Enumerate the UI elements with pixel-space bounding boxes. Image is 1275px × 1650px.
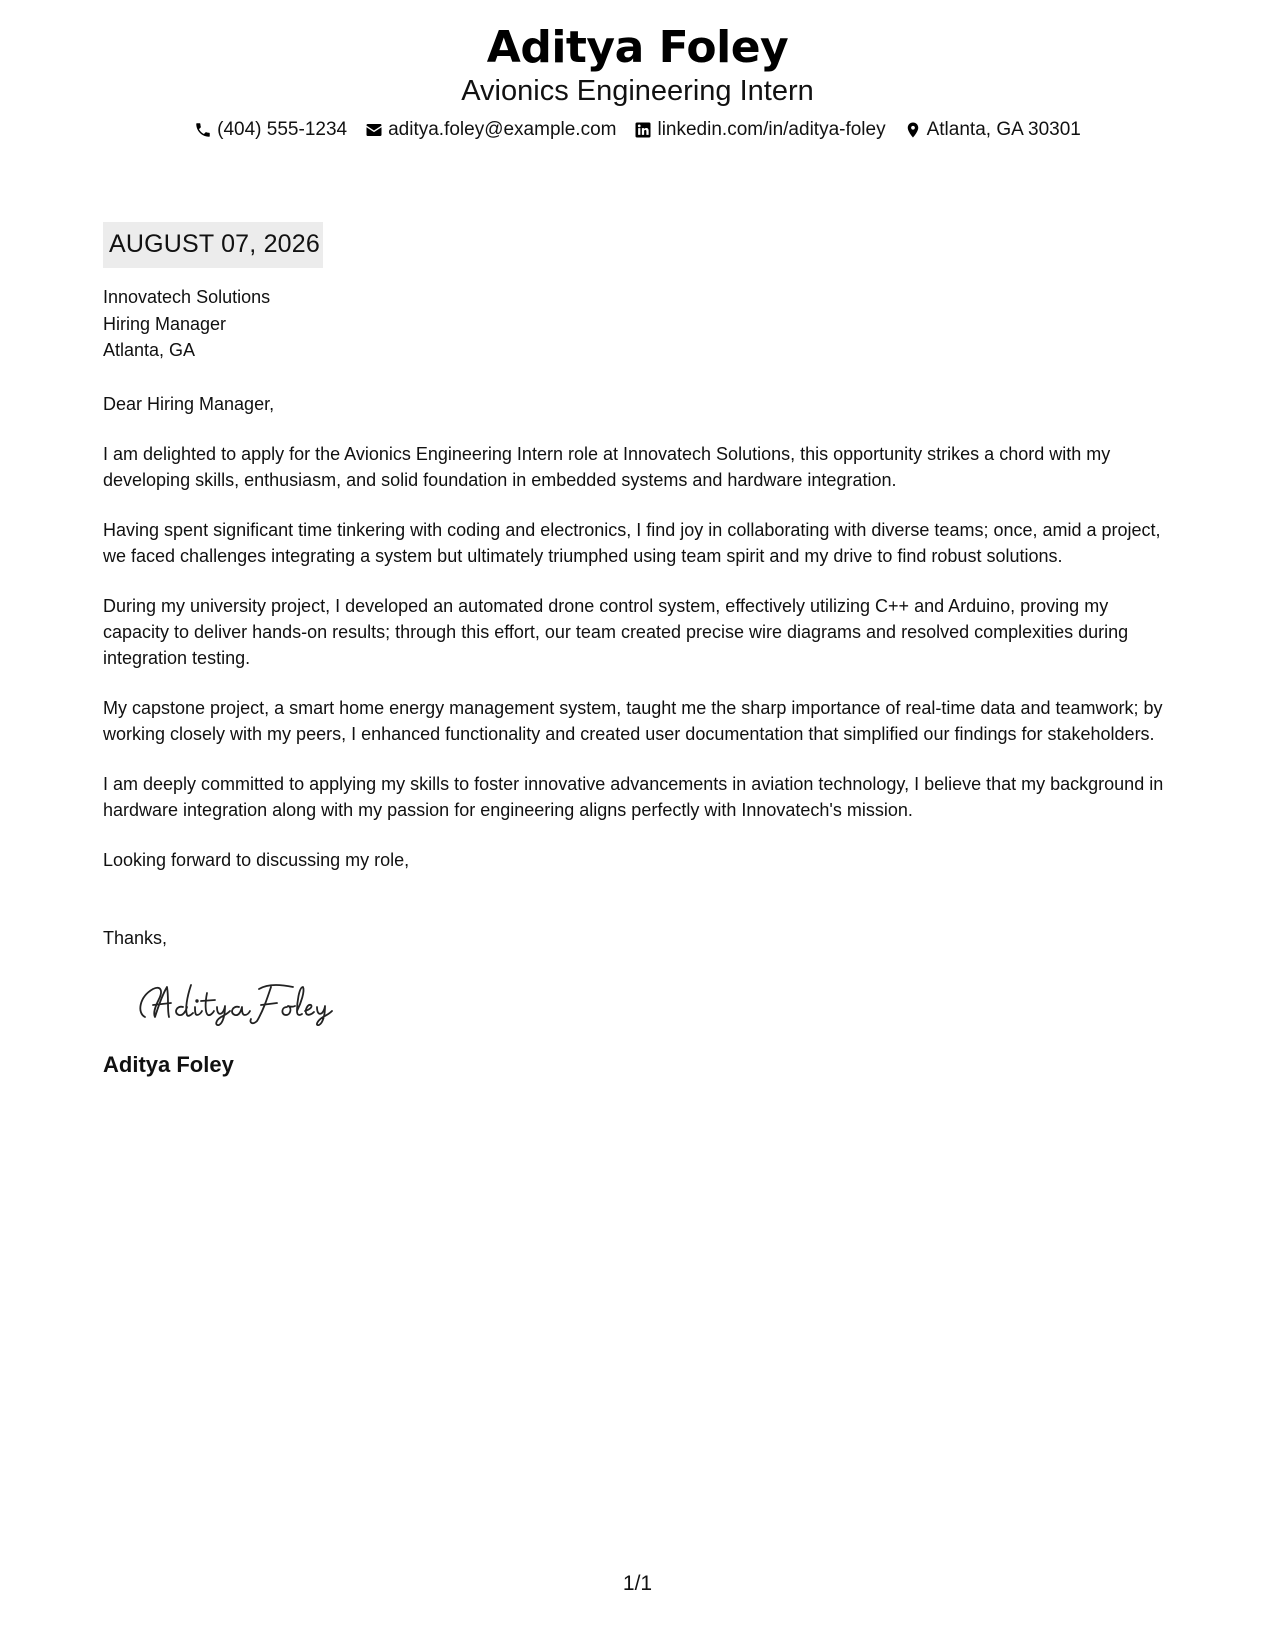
page-number: 1/1 bbox=[622, 1572, 653, 1595]
body-paragraph: I am delighted to apply for the Avionics Engineering Intern role at Innovatech Solutions, this opportunity strikes a chord with my developing skills, enthusiasm, and solid foundation in embedded systems and hardware integration. bbox=[103, 443, 1111, 490]
body-paragraph: Having spent significant time tinkering with coding and electronics, I find joy in collaborating with diverse teams; once, amid a project, we faced challenges integrating a system but ultimately triumphed using team spirit and my drive to find robust solutions. bbox=[103, 519, 1161, 566]
envelope-icon bbox=[365, 121, 383, 139]
map-pin-icon bbox=[904, 121, 922, 139]
applicant-role: Avionics Engineering Intern bbox=[461, 75, 814, 107]
recipient-block bbox=[103, 284, 1173, 364]
letter-body bbox=[103, 222, 1173, 1079]
signer-name: Aditya Foley bbox=[103, 1051, 234, 1077]
contact-linkedin[interactable] bbox=[634, 118, 885, 142]
linkedin-icon bbox=[634, 121, 652, 139]
contact-bar bbox=[0, 118, 1275, 142]
linkedin-text: linkedin.com/in/aditya-foley bbox=[657, 119, 886, 140]
contact-phone[interactable] bbox=[194, 118, 347, 142]
signoff: Thanks, bbox=[103, 927, 168, 948]
letter-header bbox=[0, 22, 1275, 142]
handwritten-signature bbox=[131, 977, 341, 1029]
salutation: Dear Hiring Manager, bbox=[103, 393, 275, 414]
contact-location bbox=[904, 118, 1081, 142]
body-paragraph: During my university project, I developed an automated drone control system, effectively utilizing C++ and Arduino, proving my capacity to deliver hands-on results; through this effort, our team created precise wire diagrams and resolved complexities during integration testing. bbox=[103, 595, 1129, 668]
recipient-location: Atlanta, GA bbox=[103, 340, 196, 360]
letter-date: AUGUST 07, 2026 bbox=[103, 222, 323, 268]
applicant-name: Aditya Foley bbox=[486, 22, 789, 73]
email-text: aditya.foley@example.com bbox=[388, 119, 617, 140]
phone-icon bbox=[194, 121, 212, 139]
closing-line: Looking forward to discussing my role, bbox=[103, 849, 410, 870]
recipient-company: Innovatech Solutions bbox=[103, 287, 271, 307]
location-text: Atlanta, GA 30301 bbox=[926, 119, 1081, 140]
body-paragraph: My capstone project, a smart home energy management system, taught me the sharp importance of real-time data and teamwork; by working closely with my peers, I enhanced functionality and created user documentation that simplified our findings for stakeholders. bbox=[103, 697, 1163, 744]
contact-email[interactable] bbox=[365, 118, 616, 142]
recipient-title: Hiring Manager bbox=[103, 313, 227, 334]
body-paragraph: I am deeply committed to applying my skills to foster innovative advancements in aviation technology, I believe that my background in hardware integration along with my passion for engineering aligns perfectly with Innovatech's mission. bbox=[103, 773, 1164, 820]
phone-text: (404) 555-1234 bbox=[217, 119, 348, 140]
